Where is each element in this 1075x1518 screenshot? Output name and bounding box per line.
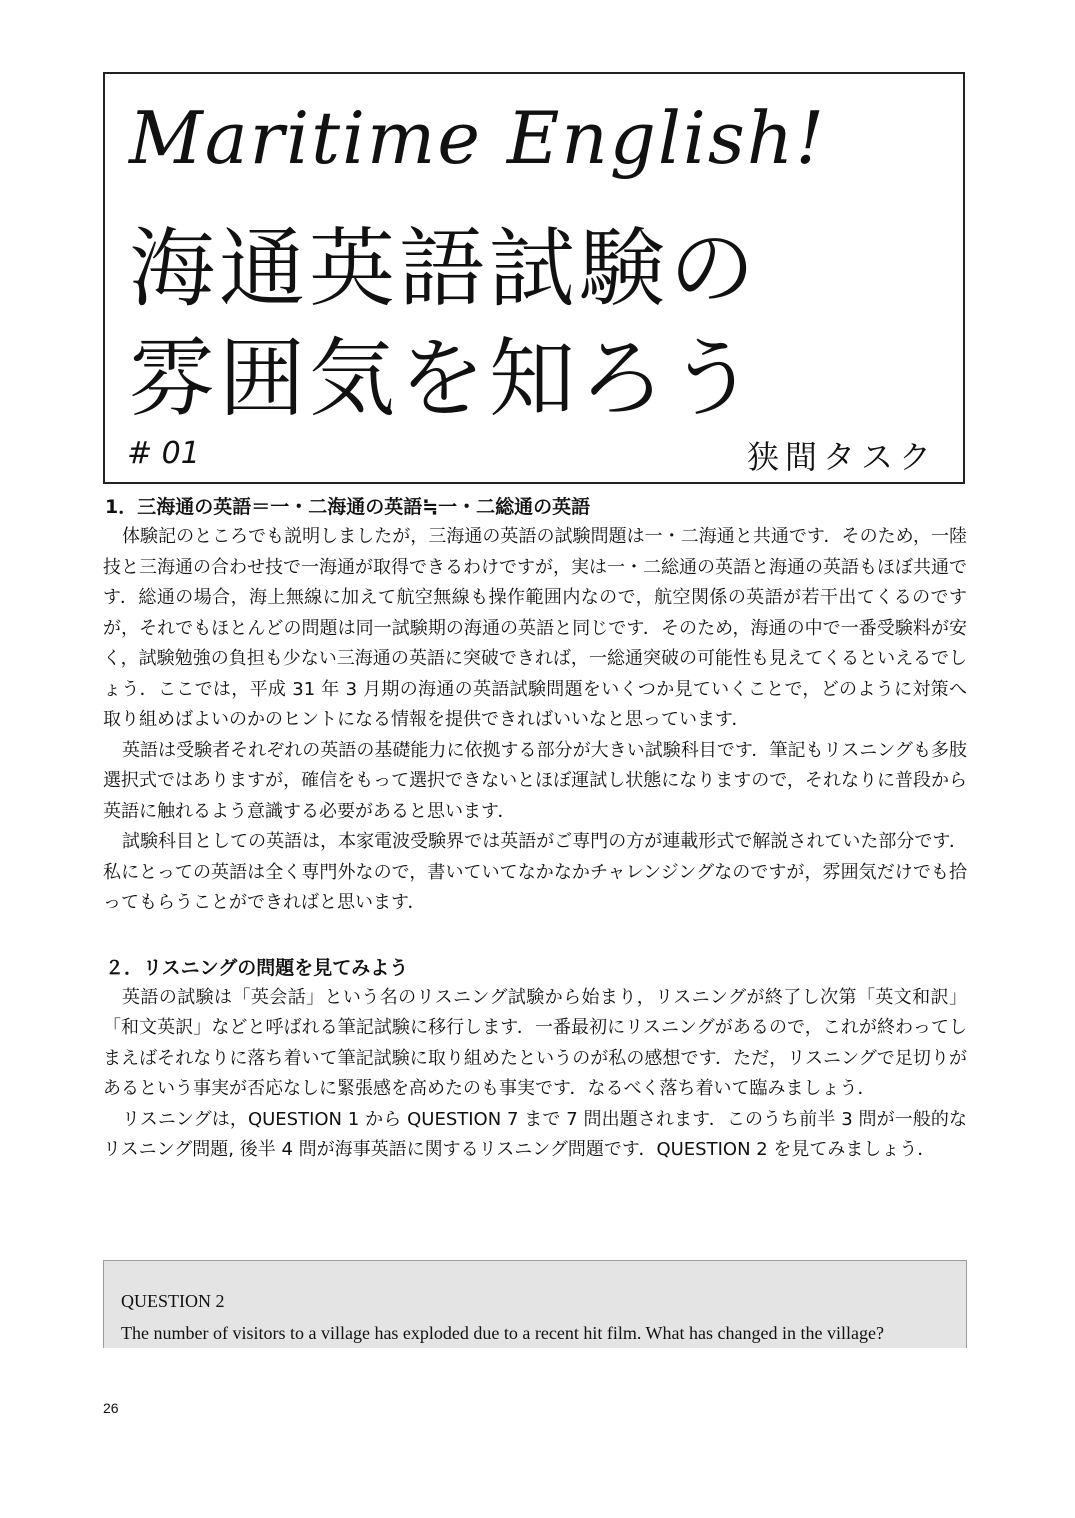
- section-heading: 1．三海通の英語＝一・二海通の英語≒一・二総通の英語: [105, 496, 591, 518]
- question-text: The number of visitors to a village has exploded due to a recent hit film. What has changed in the village?: [121, 1323, 884, 1343]
- paragraph: リスニングは，QUESTION 1 から QUESTION 7 まで 7 問出題されます．このうち前半 3 問が一般的なリスニング問題, 後半 4 問が海事英語に関するリスニング問題です．QUESTION 2 を見てみましょう．: [103, 1108, 967, 1160]
- paragraph: 英語の試験は「英会話」という名のリスニング試験から始まり，リスニングが終了し次第「英文和訳」「和文英訳」などと呼ばれる筆記試験に移行します．一番最初にリスニングがあるので，これが終わってしまえばそれなりに落ち着いて筆記試験に取り組めたというのが私の感想です．ただ，リスニングで足切りがあるという事実が否応なしに緊張感を高めたのも事実です．なるべく落ち着いて臨みましょう．: [103, 986, 967, 1099]
- title-japanese-line-1: 海通英語試験の: [129, 219, 759, 319]
- title-box: [103, 72, 965, 484]
- question-label: QUESTION 2: [121, 1291, 225, 1311]
- paragraph: 英語は受験者それぞれの英語の基礎能力に依拠する部分が大きい試験科目です．筆記もリスニングも多肢選択式ではありますが，確信をもって選択できないとほぼ運試し状態になりますので，それなりに普段から英語に触れるよう意識する必要があると思います．: [103, 739, 967, 822]
- issue-number: # 01: [127, 436, 200, 471]
- article-body: [103, 492, 967, 1166]
- section-1: [103, 492, 967, 919]
- section-spacer: [103, 919, 967, 953]
- author-name: 狭間タスク: [746, 438, 937, 476]
- title-english: Maritime English!: [129, 96, 827, 180]
- page-number: 26: [103, 1400, 119, 1416]
- title-japanese-line-2: 雰囲気を知ろう: [129, 329, 759, 429]
- question-box: [103, 1260, 967, 1348]
- paragraph: 試験科目としての英語は，本家電波受験界では英語がご専門の方が連載形式で解説されていた部分です．私にとっての英語は全く専門外なので，書いていてなかなかチャレンジングなのですが，雰囲気だけでも拾ってもらうことができればと思います．: [103, 831, 967, 913]
- section-heading: ２．リスニングの問題を見てみよう: [105, 956, 409, 979]
- paragraph: 体験記のところでも説明しましたが，三海通の英語の試験問題は一・二海通と共通です．そのため，一陸技と三海通の合わせ技で一海通が取得できるわけですが，実は一・二総通の英語と海通の英語もほぼ共通です．総通の場合，海上無線に加えて航空無線も操作範囲内なので，航空関係の英語が若干出てくるのですが，それでもほとんどの問題は同一試験期の海通の英語と同じです．そのため，海通の中で一番受験料が安く，試験勉強の負担も少ない三海通の英語に突破できれば，一総通突破の可能性も見えてくるといえるでしょう．ここでは，平成 31 年 3 月期の海通の英語試験問題をいくつか見ていくことで，どのように対策へ取り組めばよいのかのヒントになる情報を提供できればいいなと思っています．: [103, 526, 967, 730]
- section-2: [103, 953, 967, 1166]
